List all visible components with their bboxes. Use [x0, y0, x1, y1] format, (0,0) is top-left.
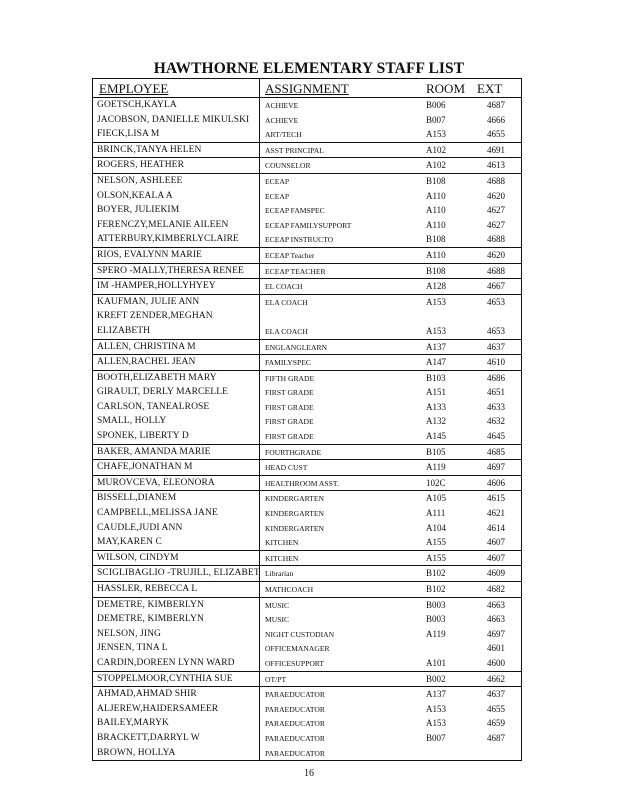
assignment-cell: KITCHEN: [265, 538, 299, 548]
assignment-cell: OT/PT: [265, 674, 287, 684]
ext-cell: 4653: [487, 296, 505, 307]
staff-group: [93, 248, 521, 264]
ext-cell: 4667: [487, 281, 505, 292]
employee-cell: DEMETRE, KIMBERLYN: [97, 614, 204, 625]
room-cell: A104: [426, 522, 446, 533]
employee-cell: SMALL, HOLLY: [97, 416, 167, 427]
staff-group: [93, 98, 521, 143]
assignment-cell: ECEAP INSTRUCTO: [265, 235, 334, 245]
table-row: [93, 189, 521, 204]
employee-cell: FERENCZY,MELANIE AILEEN: [97, 219, 229, 230]
table-body: [93, 98, 521, 761]
staff-group: [93, 551, 521, 567]
staff-group: [93, 476, 521, 492]
room-cell: 102C: [426, 477, 446, 488]
room-cell: A111: [426, 508, 446, 519]
table-row: [93, 612, 521, 627]
ext-cell: 4691: [487, 144, 505, 155]
table-row: [93, 127, 521, 142]
table-row: [93, 385, 521, 400]
ext-cell: 4621: [487, 508, 505, 519]
table-row: [93, 158, 521, 173]
assignment-cell: FIRST GRADE: [265, 432, 314, 442]
staff-group: [93, 460, 521, 476]
employee-cell: WILSON, CINDYM: [97, 552, 179, 563]
employee-cell: ATTERBURY,KIMBERLYCLAIRE: [97, 234, 239, 245]
room-cell: A153: [426, 296, 446, 307]
ext-cell: 4688: [487, 234, 505, 245]
table-row: [93, 746, 521, 761]
ext-cell: 4688: [487, 265, 505, 276]
room-cell: A119: [426, 628, 446, 639]
assignment-cell: FIRST GRADE: [265, 388, 314, 398]
room-cell: A110: [426, 249, 446, 260]
ext-cell: 4614: [487, 522, 505, 533]
assignment-cell: ELA COACH: [265, 297, 308, 307]
room-cell: A155: [426, 552, 446, 563]
room-cell: A110: [426, 205, 446, 216]
table-row: [93, 295, 521, 310]
assignment-header: ASSIGNMENT: [265, 81, 349, 96]
employee-cell: IM -HAMPER,HOLLYHYEY: [97, 281, 216, 292]
room-cell: A102: [426, 144, 446, 155]
table-row: [93, 702, 521, 717]
table-row: [93, 264, 521, 279]
assignment-cell: COUNSELOR: [265, 161, 311, 171]
employee-cell: AHMAD,AHMAD SHIR: [97, 689, 197, 700]
employee-cell: BROWN, HOLLYA: [97, 747, 176, 758]
assignment-cell: FIRST GRADE: [265, 402, 314, 412]
employee-cell: CAUDLE,JUDI ANN: [97, 522, 183, 533]
table-row: [93, 582, 521, 597]
table-row: [93, 113, 521, 128]
table-row: [93, 232, 521, 247]
room-cell: B108: [426, 234, 446, 245]
employee-cell: ALJEREW,HAIDERSAMEER: [97, 703, 219, 714]
staff-group: [93, 355, 521, 371]
ext-cell: 4613: [487, 160, 505, 171]
table-row: [93, 476, 521, 491]
ext-cell: 4632: [487, 416, 505, 427]
ext-cell: 4627: [487, 205, 505, 216]
staff-group: [93, 445, 521, 461]
assignment-cell: FIRST GRADE: [265, 417, 314, 427]
assignment-cell: ECEAP FAMSPEC: [265, 206, 325, 216]
staff-group: [93, 598, 521, 672]
table-row: [93, 731, 521, 746]
assignment-cell: MUSIC: [265, 600, 290, 610]
assignment-cell: MATHCOACH: [265, 585, 314, 594]
room-cell: A153: [426, 718, 446, 729]
employee-cell: RIOS, EVALYNN MARIE: [97, 249, 203, 260]
table-row: [93, 174, 521, 189]
table-row: [93, 672, 521, 687]
room-cell: A110: [426, 190, 446, 201]
ext-cell: 4655: [487, 703, 505, 714]
ext-cell: 4682: [487, 584, 505, 594]
assignment-cell: OFFICEMANAGER: [265, 644, 330, 654]
table-row: [93, 279, 521, 294]
employee-cell: BISSELL,DIANEM: [97, 493, 177, 504]
ext-cell: 4686: [487, 372, 505, 383]
room-cell: B108: [426, 175, 446, 186]
employee-cell: FIECK,LISA M: [97, 129, 160, 140]
table-row: [93, 566, 521, 581]
table-row: [93, 340, 521, 355]
room-cell: B007: [426, 114, 446, 125]
assignment-cell: Librarian: [265, 569, 294, 579]
assignment-cell: ECEAP FAMILYSUPPORT: [265, 220, 352, 230]
staff-group: [93, 158, 521, 174]
assignment-cell: PARAEDUCATOR: [265, 748, 325, 758]
room-cell: B002: [426, 673, 446, 684]
room-cell: B007: [426, 732, 446, 743]
assignment-cell: ASST PRINCIPAL: [265, 145, 324, 155]
staff-group: [93, 491, 521, 550]
assignment-cell: EL COACH: [265, 282, 303, 292]
ext-cell: 4627: [487, 219, 505, 230]
employee-cell: HASSLER, REBECCA L: [97, 584, 198, 594]
room-cell: A137: [426, 689, 446, 700]
ext-cell: 4653: [487, 325, 505, 336]
ext-cell: 4637: [487, 689, 505, 700]
assignment-cell: KITCHEN: [265, 553, 299, 563]
table-row: [93, 218, 521, 233]
staff-group: [93, 143, 521, 159]
room-cell: A105: [426, 493, 446, 504]
assignment-cell: KINDERGARTEN: [265, 509, 325, 519]
table-header: [93, 79, 521, 98]
employee-header: EMPLOYEE: [99, 81, 169, 96]
employee-cell: MAY,KAREN C: [97, 537, 162, 548]
assignment-cell: ECEAP TEACHER: [265, 266, 326, 276]
employee-cell: MUROVCEVA, ELEONORA: [97, 477, 215, 488]
staff-group: [93, 371, 521, 445]
room-cell: B103: [426, 372, 446, 383]
assignment-cell: KINDERGARTEN: [265, 523, 325, 533]
room-cell: A155: [426, 537, 446, 548]
ext-cell: 4607: [487, 537, 505, 548]
staff-group: [93, 340, 521, 356]
room-cell: A101: [426, 657, 446, 668]
room-cell: B108: [426, 265, 446, 276]
table-row: [93, 414, 521, 429]
ext-cell: 4637: [487, 341, 505, 352]
employee-cell: BRINCK,TANYA HELEN: [97, 144, 202, 155]
employee-cell: OLSON,KEALA A: [97, 190, 173, 201]
assignment-cell: HEAD CUST: [265, 463, 308, 473]
staff-group: [93, 672, 521, 688]
room-cell: A132: [426, 416, 446, 427]
ext-cell: 4687: [487, 100, 505, 110]
room-header: ROOM: [426, 81, 466, 96]
staff-group: [93, 582, 521, 598]
table-row: [93, 355, 521, 370]
employee-cell: CARLSON, TANEALROSE: [97, 401, 210, 412]
ext-cell: 4651: [487, 387, 505, 398]
ext-cell: 4697: [487, 628, 505, 639]
employee-cell: ALLEN,RACHEL JEAN: [97, 357, 196, 368]
staff-group: [93, 566, 521, 582]
room-cell: B102: [426, 568, 446, 579]
ext-cell: 4601: [487, 643, 505, 654]
employee-cell: ALLEN, CHRISTINA M: [97, 341, 196, 352]
assignment-cell: HEALTHROOM ASST.: [265, 478, 339, 488]
staff-group: [93, 295, 521, 340]
table-row: [93, 598, 521, 613]
employee-cell: BAKER, AMANDA MARIE: [97, 446, 211, 457]
assignment-cell: OFFICESUPPORT: [265, 658, 325, 668]
ext-cell: 4663: [487, 599, 505, 610]
assignment-cell: PARAEDUCATOR: [265, 690, 325, 700]
table-row: [93, 491, 521, 506]
ext-cell: 4620: [487, 190, 505, 201]
ext-cell: 4609: [487, 568, 505, 579]
table-row: [93, 627, 521, 642]
employee-cell: JACOBSON, DANIELLE MIKULSKI: [97, 114, 250, 125]
page-title: HAWTHORNE ELEMENTARY STAFF LIST: [153, 60, 465, 77]
room-cell: A153: [426, 703, 446, 714]
staff-group: [93, 279, 521, 295]
ext-cell: 4685: [487, 446, 505, 457]
room-cell: A110: [426, 219, 446, 230]
employee-cell: SPERO -MALLY,THERESA RENEE: [97, 265, 244, 276]
assignment-cell: PARAEDUCATOR: [265, 719, 325, 729]
ext-cell: 4662: [487, 673, 505, 684]
employee-cell: CHAFE,JONATHAN M: [97, 462, 193, 473]
room-cell: A151: [426, 387, 446, 398]
room-cell: B006: [426, 100, 446, 110]
assignment-cell: ART/TECH: [265, 130, 302, 140]
staff-group: [93, 174, 521, 248]
table-row: [93, 551, 521, 566]
employee-cell: SPONEK, LIBERTY D: [97, 431, 189, 442]
assignment-cell: FAMILYSPEC: [265, 358, 311, 368]
table-row: [93, 535, 521, 550]
room-cell: A145: [426, 431, 446, 442]
table-row: [93, 309, 521, 324]
ext-header: EXT: [477, 81, 503, 96]
employee-cell: BOOTH,ELIZABETH MARY: [97, 372, 217, 383]
employee-cell: KAUFMAN, JULIE ANN: [97, 296, 200, 307]
table-row: [93, 687, 521, 702]
employee-cell: BOYER, JULIEKIM: [97, 205, 180, 216]
room-cell: B003: [426, 599, 446, 610]
staff-group: [93, 264, 521, 280]
room-cell: A133: [426, 401, 446, 412]
ext-cell: 4633: [487, 401, 505, 412]
table-row: [93, 429, 521, 444]
employee-cell: GIRAULT, DERLY MARCELLE: [97, 387, 229, 398]
employee-cell: DEMETRE, KIMBERLYN: [97, 599, 204, 610]
ext-cell: 4620: [487, 249, 505, 260]
room-cell: A102: [426, 160, 446, 171]
ext-cell: 4600: [487, 657, 505, 668]
table-row: [93, 203, 521, 218]
employee-cell: BAILEY,MARYK: [97, 718, 170, 729]
employee-cell: GOETSCH,KAYLA: [97, 100, 177, 110]
table-row: [93, 506, 521, 521]
ext-cell: 4607: [487, 552, 505, 563]
room-cell: A147: [426, 357, 446, 368]
employee-cell: SCIGLIBAGLIO -TRUJILL, ELIZABET: [97, 568, 260, 579]
table-row: [93, 400, 521, 415]
table-row: [93, 143, 521, 158]
ext-cell: 4687: [487, 732, 505, 743]
staff-group: [93, 687, 521, 761]
assignment-cell: ACHIEVE: [265, 101, 299, 110]
ext-cell: 4645: [487, 431, 505, 442]
table-row: [93, 324, 521, 339]
table-row: [93, 656, 521, 671]
assignment-cell: ENGLANGLEARN: [265, 342, 328, 352]
table-row: [93, 445, 521, 460]
employee-cell: JENSEN, TINA L: [97, 643, 168, 654]
ext-cell: 4606: [487, 477, 505, 488]
table-row: [93, 460, 521, 475]
room-cell: A137: [426, 341, 446, 352]
room-cell: A119: [426, 462, 446, 473]
employee-cell: BRACKETT,DARRYL W: [97, 732, 200, 743]
assignment-cell: NIGHT CUSTODIAN: [265, 629, 335, 639]
room-cell: B102: [426, 584, 446, 594]
table-row: [93, 248, 521, 263]
employee-cell: CAMPBELL,MELISSA JANE: [97, 508, 218, 519]
assignment-cell: MUSIC: [265, 615, 290, 625]
assignment-cell: PARAEDUCATOR: [265, 704, 325, 714]
employee-cell: NELSON, JING: [97, 628, 162, 639]
ext-cell: 4655: [487, 129, 505, 140]
assignment-cell: FOURTHGRADE: [265, 447, 322, 457]
ext-cell: 4688: [487, 175, 505, 186]
table-row: [93, 371, 521, 386]
ext-cell: 4610: [487, 357, 505, 368]
assignment-cell: FIFTH GRADE: [265, 373, 315, 383]
table-row: [93, 641, 521, 656]
table-row: [93, 716, 521, 731]
page-number: 16: [304, 768, 314, 779]
table-row: [93, 98, 521, 113]
room-cell: A153: [426, 129, 446, 140]
ext-cell: 4663: [487, 614, 505, 625]
assignment-cell: ECEAP Teacher: [265, 250, 315, 260]
room-cell: B003: [426, 614, 446, 625]
assignment-cell: ACHIEVE: [265, 115, 299, 125]
assignment-cell: KINDERGARTEN: [265, 494, 325, 504]
employee-cell: CARDIN,DOREEN LYNN WARD: [97, 657, 235, 668]
employee-cell: ROGERS, HEATHER: [97, 160, 185, 171]
table-row: [93, 521, 521, 536]
ext-cell: 4666: [487, 114, 505, 125]
assignment-cell: ELA COACH: [265, 326, 308, 336]
room-cell: A153: [426, 325, 446, 336]
staff-table: [92, 78, 522, 761]
employee-cell: ELIZABETH: [97, 325, 151, 336]
assignment-cell: ECEAP: [265, 191, 290, 201]
ext-cell: 4659: [487, 718, 505, 729]
assignment-cell: ECEAP: [265, 176, 290, 186]
room-cell: A128: [426, 281, 446, 292]
employee-cell: STOPPELMOOR,CYNTHIA SUE: [97, 673, 233, 684]
employee-cell: NELSON, ASHLEEE: [97, 175, 183, 186]
room-cell: B105: [426, 446, 446, 457]
assignment-cell: PARAEDUCATOR: [265, 733, 325, 743]
ext-cell: 4697: [487, 462, 505, 473]
ext-cell: 4615: [487, 493, 505, 504]
employee-cell: KREFT ZENDER,MEGHAN: [97, 311, 213, 322]
